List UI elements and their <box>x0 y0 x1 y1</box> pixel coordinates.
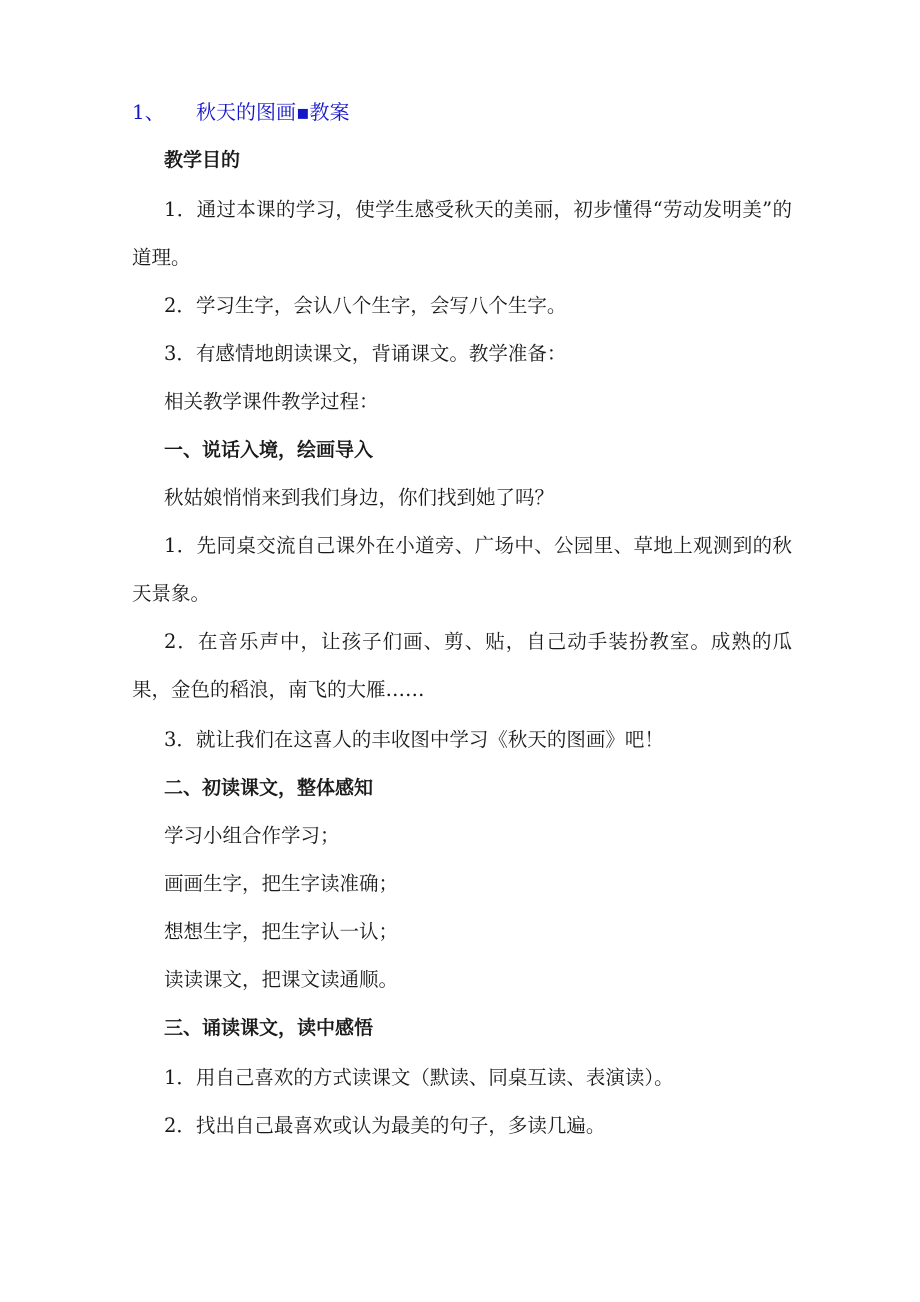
section3-item-1: 1．用自己喜欢的方式读课文（默读、同桌互读、表演读）。 <box>164 1066 674 1089</box>
prep-line: 相关教学课件教学过程： <box>164 390 379 413</box>
doc-title <box>132 98 350 126</box>
goal-item-1: 1．通过本课的学习，使学生感受秋天的美丽，初步懂得“劳动发明美”的道理。 <box>132 198 792 269</box>
title-number: 1、 <box>132 100 165 124</box>
section1-item-3: 3．就让我们在这喜人的丰收图中学习《秋天的图画》吧！ <box>164 728 664 751</box>
section-heading-1: 一、说话入境，绘画导入 <box>164 439 374 461</box>
section1-intro: 秋姑娘悄悄来到我们身边，你们找到她了吗？ <box>164 486 555 509</box>
heading-goal: 教学目的 <box>164 149 241 171</box>
section-heading-2: 二、初读课文，整体感知 <box>164 777 374 799</box>
section3-item-2: 2．找出自己最喜欢或认为最美的句子，多读几遍。 <box>164 1114 606 1137</box>
goal-item-2: 2．学习生字，会认八个生字，会写八个生字。 <box>164 294 567 317</box>
section2-line-1: 学习小组合作学习； <box>164 824 340 847</box>
section2-line-2: 画画生字，把生字读准确； <box>164 872 399 895</box>
goal-item-3: 3．有感情地朗读课文，背诵课文。教学准备： <box>164 342 567 365</box>
section-heading-3: 三、诵读课文，读中感悟 <box>164 1017 374 1039</box>
section1-item-1: 1．先同桌交流自己课外在小道旁、广场中、公园里、草地上观测到的秋天景象。 <box>132 534 792 605</box>
title-text: 秋天的图画▪教案 <box>196 100 350 124</box>
section1-item-2: 2．在音乐声中，让孩子们画、剪、贴，自己动手装扮教室。成熟的瓜果，金色的稻浪，南飞的大雁…… <box>132 630 792 701</box>
section2-line-3: 想想生字，把生字认一认； <box>164 920 399 943</box>
section2-line-4: 读读课文，把课文读通顺。 <box>164 968 399 991</box>
